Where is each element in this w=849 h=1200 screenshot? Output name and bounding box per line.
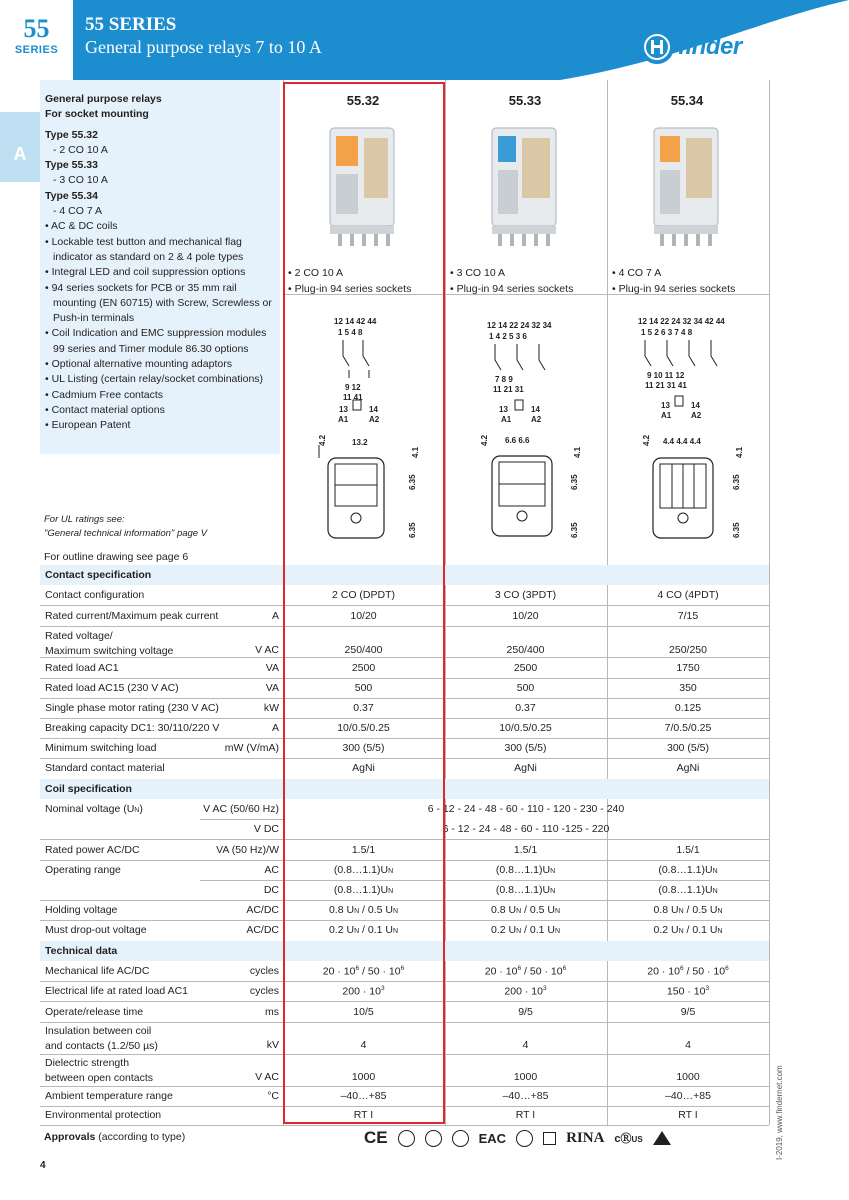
wiring-diagram-55-32 [283, 300, 445, 560]
table-row: Single phase motor rating (230 V AC) kW 0.37 0.37 0.125 [45, 702, 702, 714]
wiring-diagram-55-34 [607, 300, 769, 560]
ul-recognized-icon [653, 1131, 671, 1145]
svg-text:4.2: 4.2 [642, 434, 651, 446]
relay-photo-55-32 [324, 120, 404, 248]
page-number: 4 [40, 1160, 46, 1171]
svg-text:1 5 4 8: 1 5 4 8 [338, 328, 363, 337]
table-row: Rated voltage/ Maximum switching voltage V AC 250/400 250/400 250/250 [45, 630, 707, 657]
logo-mark-icon [640, 30, 674, 64]
table-row: Breaking capacity DC1: 30/110/220 V A 10/0.5/0.25 10/0.5/0.25 7/0.5/0.25 [45, 722, 712, 734]
table-row: Nominal voltage (UN) V AC (50/60 Hz) 6 - 12 - 24 - 48 - 60 - 110 - 120 - 230 - 240 [45, 803, 625, 815]
table-row: Standard contact material AgNi AgNi AgNi [45, 762, 700, 774]
series-word: SERIES [14, 44, 59, 56]
svg-text:13: 13 [339, 405, 348, 414]
table-row: V DC 6 - 12 - 24 - 48 - 60 - 110 -125 - 220 [253, 823, 610, 835]
svg-text:11 21 31: 11 21 31 [493, 385, 524, 394]
feature-item: • European Patent [45, 419, 131, 432]
ul-note [44, 513, 207, 541]
svg-text:12 14 42 44: 12 14 42 44 [334, 317, 377, 326]
feature-text: • 3 CO 10 A [450, 267, 506, 279]
svg-text:13: 13 [661, 401, 670, 410]
table-row: Rated power AC/DC VA (50 Hz)/W 1.5/1 1.5/1 1.5/1 [45, 844, 700, 856]
row-divider [40, 1125, 769, 1126]
feature-item: • Cadmium Free contacts [45, 388, 164, 401]
svg-text:6.35: 6.35 [570, 474, 579, 490]
feature-text: • 4 CO 7 A [612, 267, 662, 279]
feature-item: • UL Listing (certain relay/socket combinations) [45, 373, 264, 386]
svg-text:4.1: 4.1 [411, 446, 420, 458]
table-row: Mechanical life AC/DC cycles $20 \cdot 10^6 / 50 \cdot 10^6$ $20 \cdot 10^6 / 50 \cdot 10^6$ $20 \cdot 10^6 / 50 \cdot 10^6$ [45, 965, 729, 978]
svg-text:9 12: 9 12 [345, 383, 361, 392]
relay-photo-55-34 [648, 120, 728, 248]
feature-list [45, 219, 280, 433]
relay-photo-55-33 [486, 120, 566, 248]
series-tab [0, 0, 73, 80]
features-55-34 [612, 266, 735, 297]
cert-mark-icon [425, 1130, 442, 1147]
table-row: Operating range AC (0.8…1.1)UN (0.8…1.1)UN (0.8…1.1)UN [45, 864, 718, 876]
approvals-label: Approvals (according to type) [44, 1131, 186, 1143]
approval-marks [364, 1128, 671, 1148]
ul-ref: "General technical information" page V [44, 528, 208, 539]
series-number: 55 [23, 14, 50, 43]
feature-text: • 2 CO 10 A [288, 267, 344, 279]
svg-text:4.2: 4.2 [318, 434, 327, 446]
table-row: Insulation between coil and contacts (1.2/50 µs) kV 4 4 4 [45, 1025, 691, 1052]
svg-text:7 8 9: 7 8 9 [495, 375, 513, 384]
features-55-33 [450, 266, 573, 297]
table-row: Operate/release time ms 10/5 9/5 9/5 [45, 1006, 696, 1018]
section-contact: Contact specification [40, 565, 769, 585]
svg-text:14: 14 [369, 405, 378, 414]
svg-text:A2: A2 [369, 415, 380, 424]
title-line1: 55 SERIES [85, 14, 177, 35]
page-title [85, 14, 322, 58]
table-row: Rated current/Maximum peak current A 10/20 10/20 7/15 [45, 610, 699, 622]
intro-heading2: For socket mounting [45, 108, 149, 121]
svg-text:A1: A1 [338, 415, 349, 424]
feature-item: • Coil Indication and EMC suppression modules 99 series and Timer module 86.30 options [45, 327, 267, 355]
svg-text:1 5 2 6 3 7 4 8: 1 5 2 6 3 7 4 8 [641, 328, 693, 337]
table-row: DC (0.8…1.1)UN (0.8…1.1)UN (0.8…1.1)UN [263, 884, 718, 896]
svg-text:12 14 22 24 32 34: 12 14 22 24 32 34 [487, 321, 552, 330]
logo-text: finder [678, 33, 742, 60]
wiring-diagram-55-33 [445, 300, 607, 560]
outline-note: For outline drawing see page 6 [44, 551, 189, 563]
table-row: Rated load AC15 (230 V AC) VA 500 500 350 [45, 682, 697, 694]
ce-mark-icon: CE [364, 1128, 388, 1147]
cert-mark-icon [516, 1130, 533, 1147]
svg-text:4.1: 4.1 [735, 446, 744, 458]
feature-item: • Integral LED and coil suppression options [45, 266, 246, 279]
svg-text:A1: A1 [501, 415, 512, 424]
cert-mark-icon [452, 1130, 469, 1147]
svg-text:4.1: 4.1 [573, 446, 582, 458]
feature-text: • Plug-in 94 series sockets [612, 282, 736, 295]
feature-text: • Plug-in 94 series sockets [288, 282, 412, 295]
table-row: Environmental protection RT I RT I RT I [45, 1109, 698, 1121]
svg-text:13.2: 13.2 [352, 438, 368, 447]
svg-text:6.35: 6.35 [408, 522, 417, 538]
table-row: Rated load AC1 VA 2500 2500 1750 [45, 662, 700, 674]
table-row: Ambient temperature range °C –40…+85 –40…+85 –40…+85 [45, 1090, 711, 1102]
svg-text:13: 13 [499, 405, 508, 414]
svg-text:6.35: 6.35 [732, 522, 741, 538]
svg-text:9 10 11 12: 9 10 11 12 [647, 371, 685, 380]
section-technical: Technical data [40, 941, 769, 961]
type-3: Type 55.34 [45, 189, 98, 202]
feature-item: • AC & DC coils [45, 220, 118, 233]
model-55-33: 55.33 [508, 93, 542, 108]
feature-item: • Contact material options [45, 403, 165, 416]
type-3-desc: - 4 CO 7 A [53, 205, 103, 218]
col-divider [769, 80, 770, 1125]
title-line2: General purpose relays 7 to 10 A [85, 37, 322, 57]
model-55-34: 55.34 [670, 93, 704, 108]
cert-mark-icon [398, 1130, 415, 1147]
ul-mark-icon: cⓇUS [614, 1133, 643, 1145]
svg-text:6.35: 6.35 [570, 522, 579, 538]
type-1: Type 55.32 [45, 128, 98, 141]
rina-mark-icon: RINA [566, 1129, 605, 1146]
table-row: Holding voltage AC/DC 0.8 UN / 0.5 UN 0.8 UN / 0.5 UN 0.8 UN / 0.5 UN [45, 904, 723, 916]
feature-text: • Plug-in 94 series sockets [450, 282, 574, 295]
table-row: Electrical life at rated load AC1 cycles $200 \cdot 10^3$ $200 \cdot 10^3$ $150 \cdot 10^3$ [45, 985, 710, 998]
table-row: Must drop-out voltage AC/DC 0.2 UN / 0.1 UN 0.2 UN / 0.1 UN 0.2 UN / 0.1 UN [45, 924, 723, 936]
svg-text:A1: A1 [661, 411, 672, 420]
svg-text:11 21 31 41: 11 21 31 41 [645, 381, 687, 390]
svg-text:14: 14 [691, 401, 700, 410]
svg-text:6.35: 6.35 [732, 474, 741, 490]
feature-item: • Optional alternative mounting adaptors [45, 358, 232, 371]
side-tab: A [0, 112, 40, 182]
type-2: Type 55.33 [45, 159, 98, 172]
svg-text:12 14 22 24 32 34 42 44: 12 14 22 24 32 34 42 44 [638, 317, 725, 326]
table-row: Minimum switching load mW (V/mA) 300 (5/5) 300 (5/5) 300 (5/5) [45, 742, 710, 754]
type-2-desc: - 3 CO 10 A [53, 174, 108, 187]
svg-text:A2: A2 [691, 411, 702, 420]
ul-prefix: For UL ratings see: [44, 514, 125, 525]
svg-text:6.35: 6.35 [408, 474, 417, 490]
svg-text:1 4 2 5 3 6: 1 4 2 5 3 6 [489, 332, 527, 341]
feature-item: • Lockable test button and mechanical flag indicator as standard on 2 & 4 pole types [45, 235, 244, 263]
svg-text:11 41: 11 41 [343, 393, 363, 402]
svg-text:14: 14 [531, 405, 540, 414]
table-row: Contact configuration 2 CO (DPDT) 3 CO (3PDT) 4 CO (4PDT) [45, 589, 719, 601]
section-coil: Coil specification [40, 779, 769, 799]
feature-item: • 94 series sockets for PCB or 35 mm rail mounting (EN 60715) with Screw, Screwless or Push-in terminals [45, 281, 272, 325]
type-1-desc: - 2 CO 10 A [53, 143, 108, 156]
intro-panel [40, 80, 280, 454]
svg-text:A2: A2 [531, 415, 542, 424]
eac-mark-icon: EAC [478, 1130, 507, 1146]
lr-mark-icon [543, 1132, 556, 1145]
svg-text:4.2: 4.2 [480, 434, 489, 446]
table-row: Dielectric strength between open contacts V AC 1000 1000 1000 [45, 1057, 700, 1084]
intro-heading1: General purpose relays [45, 93, 162, 105]
footer-vertical: I-2019, www.findernet.com [775, 1065, 784, 1160]
svg-text:4.4 4.4 4.4: 4.4 4.4 4.4 [663, 437, 701, 446]
svg-text:6.6 6.6: 6.6 6.6 [505, 436, 530, 445]
model-55-32: 55.32 [346, 93, 380, 108]
finder-logo [640, 30, 742, 64]
features-55-32 [288, 266, 411, 297]
